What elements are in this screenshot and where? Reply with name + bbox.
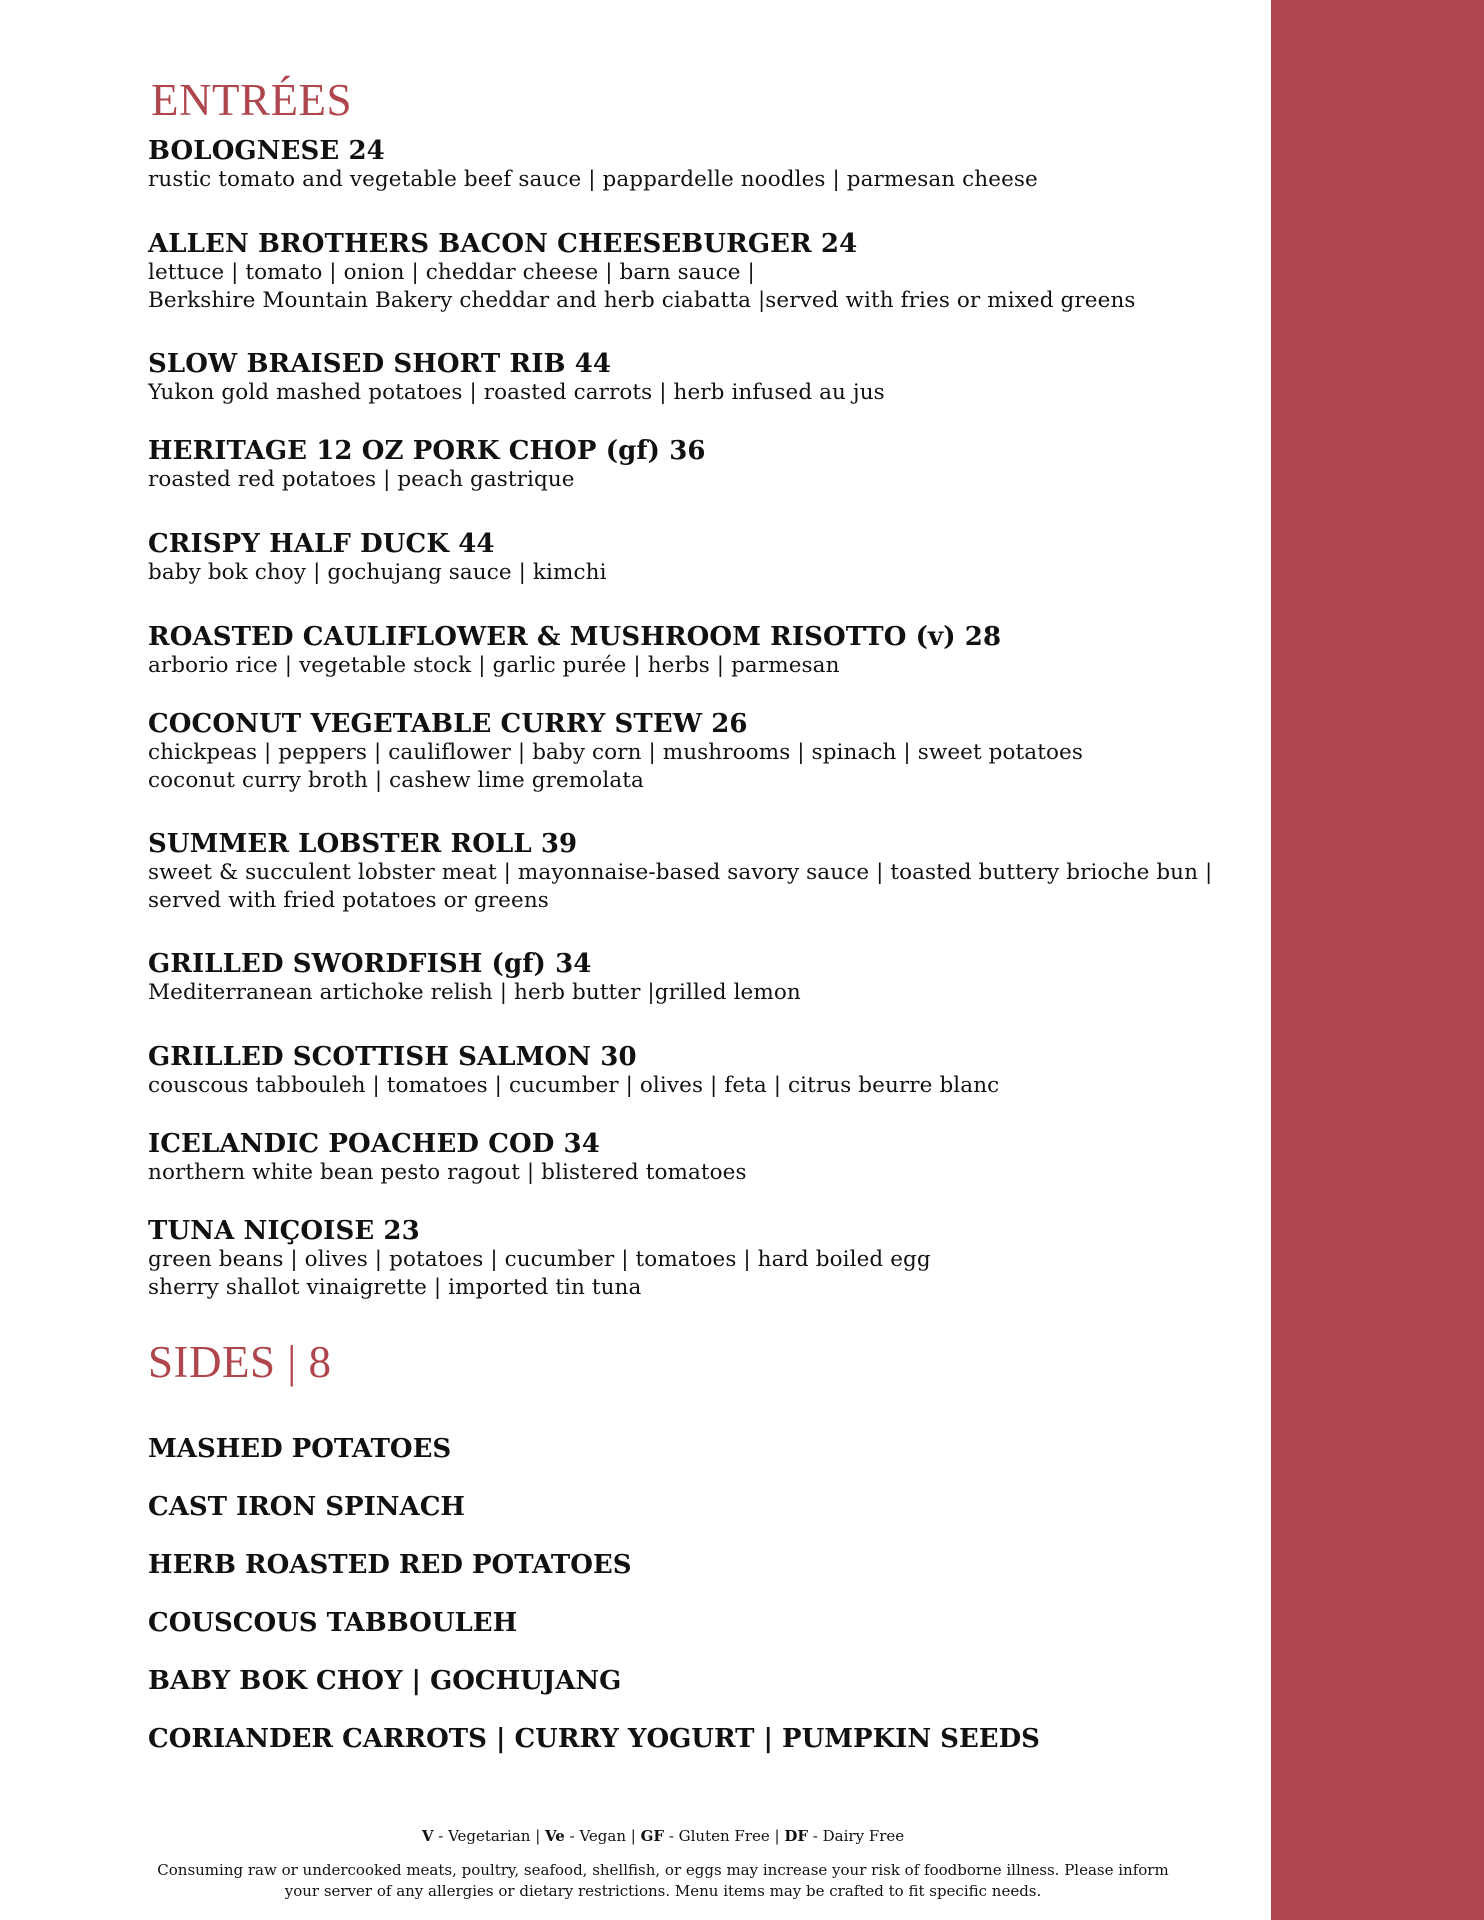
item-description: rustic tomato and vegetable beef sauce | pappardelle noodles | parmesan cheese	[148, 167, 1038, 192]
item-name: GRILLED SCOTTISH SALMON 30	[148, 1042, 637, 1072]
item-name: BOLOGNESE 24	[148, 136, 385, 166]
side-item: CORIANDER CARROTS | CURRY YOGURT | PUMPKIN SEEDS	[148, 1724, 1040, 1754]
menu-item	[148, 1042, 1178, 1100]
item-description: roasted red potatoes | peach gastrique	[148, 467, 575, 492]
item-description: sherry shallot vinaigrette | imported tin tuna	[148, 1275, 642, 1300]
side-item: COUSCOUS TABBOULEH	[148, 1608, 518, 1638]
menu-item	[148, 622, 1178, 680]
item-description: lettuce | tomato | onion | cheddar cheese | barn sauce |	[148, 260, 755, 285]
disclaimer-line: Consuming raw or undercooked meats, poultry, seafood, shellfish, or eggs may increase your risk of foodborne illness. Please inform	[157, 1861, 1169, 1879]
item-name: TUNA NIÇOISE 23	[148, 1216, 420, 1246]
item-description: served with fried potatoes or greens	[148, 888, 549, 913]
item-name: HERITAGE 12 OZ PORK CHOP (gf) 36	[148, 436, 706, 466]
item-description: sweet & succulent lobster meat | mayonnaise-based savory sauce | toasted buttery brioche bun |	[148, 860, 1213, 885]
allergy-disclaimer	[148, 1860, 1178, 1902]
menu-item	[148, 1129, 1178, 1187]
sides-heading: SIDES | 8	[148, 1337, 332, 1387]
item-description: chickpeas | peppers | cauliflower | baby corn | mushrooms | spinach | sweet potatoes	[148, 740, 1083, 765]
side-item: BABY BOK CHOY | GOCHUJANG	[148, 1666, 622, 1696]
item-description: green beans | olives | potatoes | cucumber | tomatoes | hard boiled egg	[148, 1247, 931, 1272]
item-description: Berkshire Mountain Bakery cheddar and herb ciabatta |served with fries or mixed greens	[148, 288, 1136, 313]
side-item: CAST IRON SPINACH	[148, 1492, 465, 1522]
menu-item	[148, 829, 1213, 915]
item-name: SLOW BRAISED SHORT RIB 44	[148, 349, 612, 379]
legend-meaning: - Dairy Free	[808, 1827, 905, 1845]
item-description: Yukon gold mashed potatoes | roasted carrots | herb infused au jus	[148, 380, 885, 405]
legend-abbr: Ve	[545, 1827, 565, 1845]
menu-item	[148, 436, 1178, 494]
legend-meaning: - Vegetarian |	[433, 1827, 546, 1845]
legend-abbr: V	[421, 1827, 434, 1845]
legend-meaning: - Gluten Free |	[664, 1827, 785, 1845]
menu-item	[148, 136, 1178, 194]
item-description: Mediterranean artichoke relish | herb butter |grilled lemon	[148, 980, 801, 1005]
dietary-legend	[148, 1826, 1178, 1847]
item-name: COCONUT VEGETABLE CURRY STEW 26	[148, 709, 748, 739]
menu-item	[148, 709, 1178, 795]
item-name: ALLEN BROTHERS BACON CHEESEBURGER 24	[148, 229, 858, 259]
item-name: GRILLED SWORDFISH (gf) 34	[148, 949, 592, 979]
item-description: coconut curry broth | cashew lime gremolata	[148, 768, 644, 793]
item-name: SUMMER LOBSTER ROLL 39	[148, 829, 578, 859]
item-description: baby bok choy | gochujang sauce | kimchi	[148, 560, 607, 585]
side-item: MASHED POTATOES	[148, 1434, 452, 1464]
item-description: arborio rice | vegetable stock | garlic purée | herbs | parmesan	[148, 653, 840, 678]
menu-item	[148, 529, 1178, 587]
menu-item	[148, 949, 1178, 1007]
side-item: HERB ROASTED RED POTATOES	[148, 1550, 632, 1580]
item-name: CRISPY HALF DUCK 44	[148, 529, 495, 559]
item-name: ICELANDIC POACHED COD 34	[148, 1129, 600, 1159]
menu-item	[148, 229, 1178, 315]
decorative-side-bar	[1271, 0, 1484, 1920]
item-description: couscous tabbouleh | tomatoes | cucumber | olives | feta | citrus beurre blanc	[148, 1073, 1000, 1098]
legend-abbr: GF	[640, 1827, 665, 1845]
legend-meaning: - Vegan |	[564, 1827, 641, 1845]
menu-item	[148, 349, 1178, 407]
disclaimer-line: your server of any allergies or dietary restrictions. Menu items may be crafted to fit specific needs.	[284, 1882, 1042, 1900]
item-name: ROASTED CAULIFLOWER & MUSHROOM RISOTTO (v) 28	[148, 622, 1002, 652]
entrees-heading: ENTRÉES	[151, 75, 352, 125]
item-description: northern white bean pesto ragout | blistered tomatoes	[148, 1160, 747, 1185]
menu-item	[148, 1216, 1178, 1302]
legend-abbr: DF	[784, 1827, 809, 1845]
